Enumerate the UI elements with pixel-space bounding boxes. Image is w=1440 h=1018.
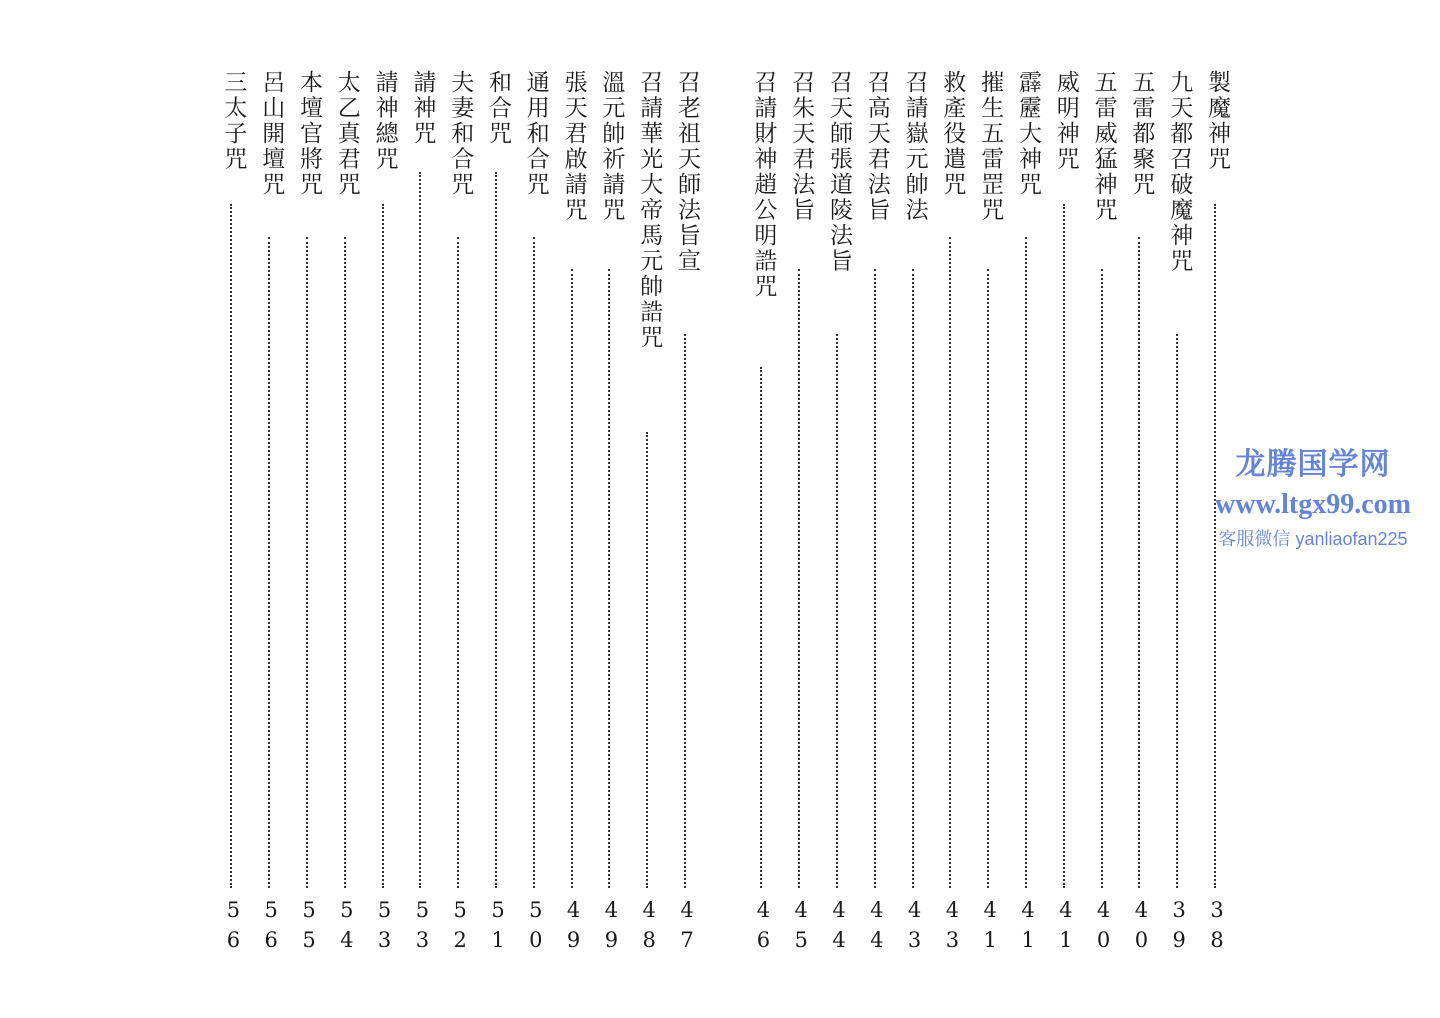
dot-leader <box>1138 237 1140 889</box>
toc-entry-title: 夫妻和合咒 <box>447 70 474 198</box>
toc-entry-title: 召天師張道陵法旨 <box>826 70 852 274</box>
toc-entry-title: 救產役遣咒 <box>939 70 966 198</box>
toc-entry[interactable] <box>634 70 664 958</box>
dot-leader <box>533 237 535 889</box>
dot-leader <box>949 237 951 889</box>
toc-entry-title: 召高天君法旨 <box>863 70 890 223</box>
dot-leader <box>306 237 308 889</box>
dot-leader <box>684 334 686 888</box>
toc-entry-title: 九天都召破魔神咒 <box>1166 70 1193 274</box>
toc-entry[interactable] <box>824 70 854 958</box>
dot-leader <box>571 269 573 888</box>
dot-leader <box>1101 269 1103 888</box>
toc-entry[interactable] <box>1089 70 1119 958</box>
toc-entry[interactable] <box>332 70 362 958</box>
toc-entry-page-number: 39 <box>1167 898 1192 958</box>
toc-entry-title: 召請財神趙公明誥咒 <box>750 70 777 300</box>
dot-leader <box>646 432 648 889</box>
toc-entry-page-number: 43 <box>940 898 965 958</box>
dot-leader <box>760 367 762 889</box>
dot-leader <box>344 237 346 889</box>
dot-leader <box>987 269 989 888</box>
toc-entry-page-number: 40 <box>1091 898 1116 958</box>
toc-entry-page-number: 56 <box>221 898 246 958</box>
toc-entry-title: 張天君啟請咒 <box>560 70 587 223</box>
toc-entry[interactable] <box>672 70 702 958</box>
toc-entry-page-number: 48 <box>637 898 662 958</box>
toc-entry-title: 呂山開壇咒 <box>258 70 285 198</box>
toc-entry-page-number: 55 <box>297 898 321 958</box>
toc-entry[interactable] <box>1051 70 1081 958</box>
watermark-contact: 客服微信 yanliaofan225 <box>1218 529 1408 549</box>
dot-leader <box>912 269 914 888</box>
toc-entry-title: 和合咒 <box>485 70 511 147</box>
toc-entry[interactable] <box>407 70 437 958</box>
toc-entry-title: 摧生五雷罡咒 <box>977 70 1004 223</box>
toc-entry[interactable] <box>975 70 1005 958</box>
toc-entry[interactable] <box>1013 70 1043 958</box>
toc-entry-page-number: 40 <box>1129 898 1154 958</box>
dot-leader <box>1063 204 1065 888</box>
toc-entry[interactable] <box>256 70 286 958</box>
dot-leader <box>1176 334 1178 888</box>
toc-entry-page-number: 49 <box>599 898 624 958</box>
toc-entry-title: 霹靂大神咒 <box>1015 70 1041 198</box>
toc-entry-title: 通用和合咒 <box>522 70 549 198</box>
toc-entry-page-number: 41 <box>1016 898 1040 958</box>
toc-entry-page-number: 53 <box>372 898 397 958</box>
toc-entry-title: 召朱天君法旨 <box>788 70 815 223</box>
toc-entry-title: 請神咒 <box>409 70 436 147</box>
dot-leader <box>457 237 459 889</box>
toc-entry-page-number: 49 <box>561 898 586 958</box>
toc-entry-title: 請神總咒 <box>371 70 398 172</box>
toc-entry-page-number: 46 <box>751 898 776 958</box>
toc-entry-page-number: 41 <box>1053 898 1078 958</box>
dot-leader <box>1025 237 1027 889</box>
toc-entry-page-number: 41 <box>978 898 1003 958</box>
toc-entry-page-number: 54 <box>334 898 359 958</box>
watermark-site-name: 龙腾国学网 <box>1235 448 1391 481</box>
toc-entry-title: 召請嶽元帥法 <box>901 70 928 223</box>
toc-entry-title: 溫元帥祈請咒 <box>598 70 625 223</box>
toc-entry[interactable] <box>559 70 589 958</box>
toc-entry-title: 召老祖天師法旨宣 <box>674 70 700 274</box>
toc-entry-page-number: 52 <box>448 898 473 958</box>
dot-leader <box>495 172 497 889</box>
dot-leader <box>382 204 384 888</box>
toc-entry-page-number: 51 <box>486 898 510 958</box>
toc-entry[interactable] <box>294 70 324 958</box>
toc-entry[interactable] <box>748 70 778 958</box>
toc-entry-title: 召請華光大帝馬元帥誥咒 <box>636 70 663 351</box>
dot-leader <box>419 172 421 889</box>
toc-entry-page-number: 50 <box>523 898 548 958</box>
toc-entry[interactable] <box>218 70 248 958</box>
toc-entry-title: 五雷都聚咒 <box>1128 70 1155 198</box>
toc-entry-title: 本壇官將咒 <box>296 70 322 198</box>
toc-entry[interactable] <box>483 70 513 958</box>
dot-leader <box>798 269 800 888</box>
dot-leader <box>874 269 876 888</box>
toc-entry-page-number: 53 <box>410 898 435 958</box>
watermark-url: www.ltgx99.com <box>1215 489 1411 520</box>
toc-entry-page-number: 45 <box>789 898 814 958</box>
toc-entry-page-number: 47 <box>675 898 699 958</box>
toc-entry[interactable] <box>370 70 400 958</box>
toc-entry-page-number: 38 <box>1205 898 1229 958</box>
toc-entry-title: 五雷威猛神咒 <box>1090 70 1117 223</box>
toc-entry[interactable] <box>862 70 892 958</box>
toc-entry[interactable] <box>900 70 930 958</box>
toc-entry[interactable] <box>445 70 475 958</box>
dot-leader <box>230 204 232 888</box>
toc-entry[interactable] <box>596 70 626 958</box>
toc-entry[interactable] <box>937 70 967 958</box>
dot-leader <box>836 334 838 888</box>
toc-entry-title: 製魔神咒 <box>1204 70 1230 172</box>
toc-entry-title: 威明神咒 <box>1052 70 1079 172</box>
watermark <box>1188 445 1438 553</box>
toc-entry-page-number: 44 <box>864 898 889 958</box>
toc-entry[interactable] <box>786 70 816 958</box>
toc-entry[interactable] <box>521 70 551 958</box>
toc-entry-page-number: 44 <box>827 898 851 958</box>
toc-entry[interactable] <box>1126 70 1156 958</box>
toc-entry-page-number: 56 <box>259 898 284 958</box>
dot-leader <box>268 237 270 889</box>
dot-leader <box>608 269 610 888</box>
toc-entry-title: 三太子咒 <box>220 70 247 172</box>
toc-entry-page-number: 43 <box>902 898 927 958</box>
toc-entry-title: 太乙真君咒 <box>333 70 360 198</box>
